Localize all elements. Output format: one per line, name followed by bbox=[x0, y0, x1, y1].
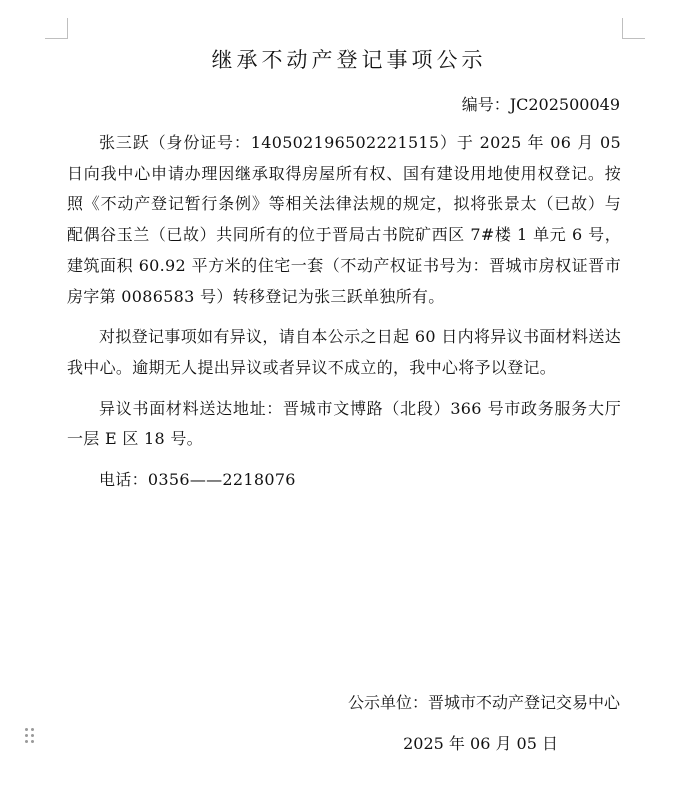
page-corner-mark-top-right bbox=[622, 18, 645, 39]
serial-number: 编号：JC202500049 bbox=[461, 95, 620, 114]
publish-date: 2025 年 06 月 05 日 bbox=[403, 734, 558, 753]
paragraph-phone: 电话：0356——2218076 bbox=[99, 470, 296, 490]
document-body bbox=[67, 128, 621, 496]
publishing-unit: 公示单位：晋城市不动产登记交易中心 bbox=[347, 693, 620, 712]
drag-dot bbox=[25, 728, 28, 731]
drag-dot bbox=[25, 740, 28, 743]
drag-dot bbox=[31, 728, 34, 731]
drag-dot bbox=[25, 734, 28, 737]
page-corner-mark-top-left bbox=[45, 18, 68, 39]
paragraph-application: 张三跃（身份证号：140502196502221515）于 2025 年 06 月 05 日向我中心申请办理因继承取得房屋所有权、国有建设用地使用权登记。按照《不动产登记暂行条例》等相关法律法规的规定，拟将张景太（已故）与配偶谷玉兰（已故）共同所有的位于晋局古书院矿西区 7#楼 1 单元 6 号，建筑面积 60.92 平方米的住宅一套（不动产权证书号为：晋城市房权证晋市房字第 0086583 号）转移登记为张三跃单独所有。 bbox=[67, 133, 621, 306]
document-title: 继承不动产登记事项公示 bbox=[211, 48, 487, 72]
drag-dot bbox=[31, 734, 34, 737]
paragraph-address: 异议书面材料送达地址：晋城市文博路（北段）366 号市政务服务大厅一层 E 区 18 号。 bbox=[67, 398, 621, 449]
paragraph-drag-handle-icon[interactable] bbox=[25, 728, 37, 746]
drag-dot bbox=[31, 740, 34, 743]
paragraph-objection: 对拟登记事项如有异议，请自本公示之日起 60 日内将异议书面材料送达我中心。逾期无人提出异议或者异议不成立的，我中心将予以登记。 bbox=[67, 327, 621, 377]
